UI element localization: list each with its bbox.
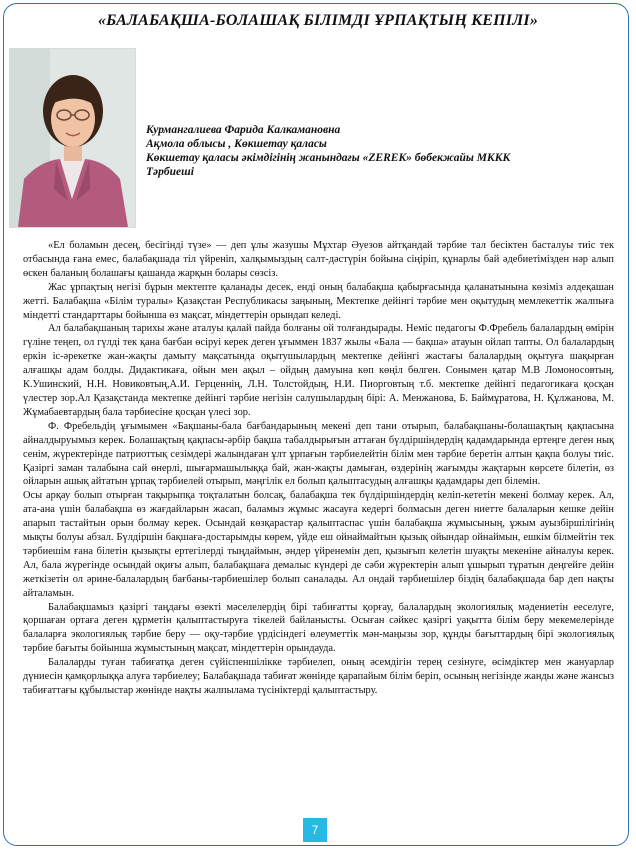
paragraph: Осы арқау болып отырған тақырыпқа тоқталатын болсақ, балабақша тек бүлдіршіндердің келіп-кететін мекені болмау керек. Ал, ата-ана үшін балабақша өз жағдайларын жасап, баламыз жұмыс жасауға кедергі болмасын деген ниетте балаларын кешке дейін апарып тастайтын орын болмау керек. Осындай көзқарастар қалыптаспас үшін балабақша жұмысының, ұжым ауызбіршілігінің мықты болуы абзал. Бүлдіршін бақшаға-достарымды көрем, үйде еш ойнаймайтын қызық ойындар ойнаймын, ешкім білмейтін тек тәрбиешім ғана білетін қызықты ертегілерді тыңдаймын, әндер үйренемін деп, қызығып келетін шуақты мекеніне айналуы керек. Ал, бала жүрегінде осындай оқиғы алып, балабақшаға демалыс күндері де сәби жүректерін алып ұшырып тұратын деңгейге дейін жеткізетін ол әрине-балалардың бағбаны-тәрбиешілер болып саналады. Ал ондай тәрбиешілер біздің балабақшада бар деп нақты айталамын.	[23, 490, 614, 599]
author-position: Тәрбиеші	[146, 166, 194, 178]
paragraph: Ф. Фребельдің ұғымымен «Бақшаны-бала бағбандарының мекені деп тани отырып, балабақшаны-болашақтың қақпасына айналдыруымыз керек. Болашақтың қақпасы-әрбір бақша табалдырығын аттаған бүлдіршіндердің қадамдарында ертеңге деген нық сенім, жүректерінде патриоттық сезімдері жалындаған ұлт ұрпағын тәрбиелейтін білім мен тәрбие беретін алтын қақпа болуы тиіс. Қазіргі заман талабына сай өнерлі, шығармашылыққа бай, жан-жақты дамыған, өздерінің жағымды жақтарын көрсете білетін, өз ойларын ашық айтатын ұрпақ тәрбиелей отырып, мәңгілік ел болып қалыптасудың алғашқы қадамдары деп білемін.	[23, 420, 614, 488]
author-organization: Көкшетау қаласы әкімдігінің жанындағы «ZEREK» бөбекжайы МККК	[146, 152, 511, 164]
paragraph: «Ел боламын десең, бесігінді түзе» — деп ұлы жазушы Мұхтар Әуезов айтқандай тәрбие тал бесіктен басталуы тиіс тек отбасында ғана емес, балабақшада тіл үйреніп, халқымыздың салт-дәстүрін бойына сіңіріп, құнарлы бай әдебиетімізден нәр алып өскен баланың болашағы қашанда жарқын болары сөзсіз.	[23, 240, 614, 279]
author-info	[146, 123, 616, 179]
paragraph: Ал балабақшаның тарихы және аталуы қалай пайда болғаны ой толғандырады. Неміс педагогы Ф.Фребель балалардың өмірін гүліне теңеп, ол гүлді тек қана бағбан өсіруі керек деген ұғыммен 1837 жылы «Бала — бақша» атауын ойлап тапты. Ол балалардың еркін іс-әрекетке жан-жақты дамыту мақсатында оқытушылардың мектепке дейінгі жастағы балалардың оқытуға шақырған алғашқы адам болды. Дидактикаға, ойын мен ақыл – ойдың дамуына көп көңіл бөлген. Сонымен қатар М.В Ломоносовтың, К.Ушинский, Н.Н. Новиковтың,А.И. Герценнің, Л.Н. Толстойдың, Н.И. Пиорговтың т.б. мектепке дейінгі педагогикаға қосқан үлестер зор.Ал Қазақстанда мектепке дейінгі тәрбие негізін салушылардың бірі: А. Менжанова, Б. Баймұратова, Н. Құлжанова, М. Жұмабаевтардың бала тәрбиесіне қосқан үлесі зор.	[23, 323, 614, 418]
article-body	[23, 239, 614, 698]
paragraph: Балаларды туған табиғатқа деген сүйіспеншілікке тәрбиелеп, оның әсемдігін терең сезінуге, өсімдіктер мен жануарлар дүниесін қамқорлыққа алуға тәрбиелеу; Балабақшада табиғат жөнінде қарапайым білім беріп, осының негізінде жанды және жансыз табиғаттағы құбылыстар жөнінде нақты жалпылама түсініктерді қалыптастыру.	[23, 657, 614, 696]
author-name: Курмангалиева Фарида Калкамановна	[146, 124, 341, 136]
paragraph: Балабақшамыз қазіргі таңдағы өзекті мәселелердің бірі табиғатты қорғау, балалардың экологиялық мәдениетін ееселуге, қоршаған ортаға деген құрметін қалыптастыруға тікелей байланысты. Осыған сәйкес қазіргі уақытта білім беру мекемелерінде балаларға экологиялық тәрбие беру — оқу-тәрбие үрдісіндегі өлеуметтік мән-маңызы зор, құнды бағыттардың бірі экологиялық тәрбие бағыты бойынша жұмыстының мақсат, міндеттерін орындауда.	[23, 601, 614, 655]
author-region: Ақмола облысы , Көкшетау қаласы	[146, 138, 327, 150]
article-title: «БАЛАБАҚША-БОЛАШАҚ БІЛІМДІ ҰРПАҚТЫҢ КЕПІЛІ»	[97, 12, 539, 29]
author-photo	[9, 48, 136, 228]
page-number: 7	[303, 818, 327, 842]
paragraph: Жас ұрпақтың негізі бұрын мектепте қаланады десек, енді оның балабақша қабырғасында қаланатынына көзіміз әлдеқашан жетті. Балабақша «Білім туралы» Қазақстан Республикасы заңының, Мектепке дейінгі тәрбие мен оқытудың мемлекеттік жалпыға міндетті стандарттары бойынша өз мақсат, міндеттерін орындап келеді.	[23, 281, 614, 321]
